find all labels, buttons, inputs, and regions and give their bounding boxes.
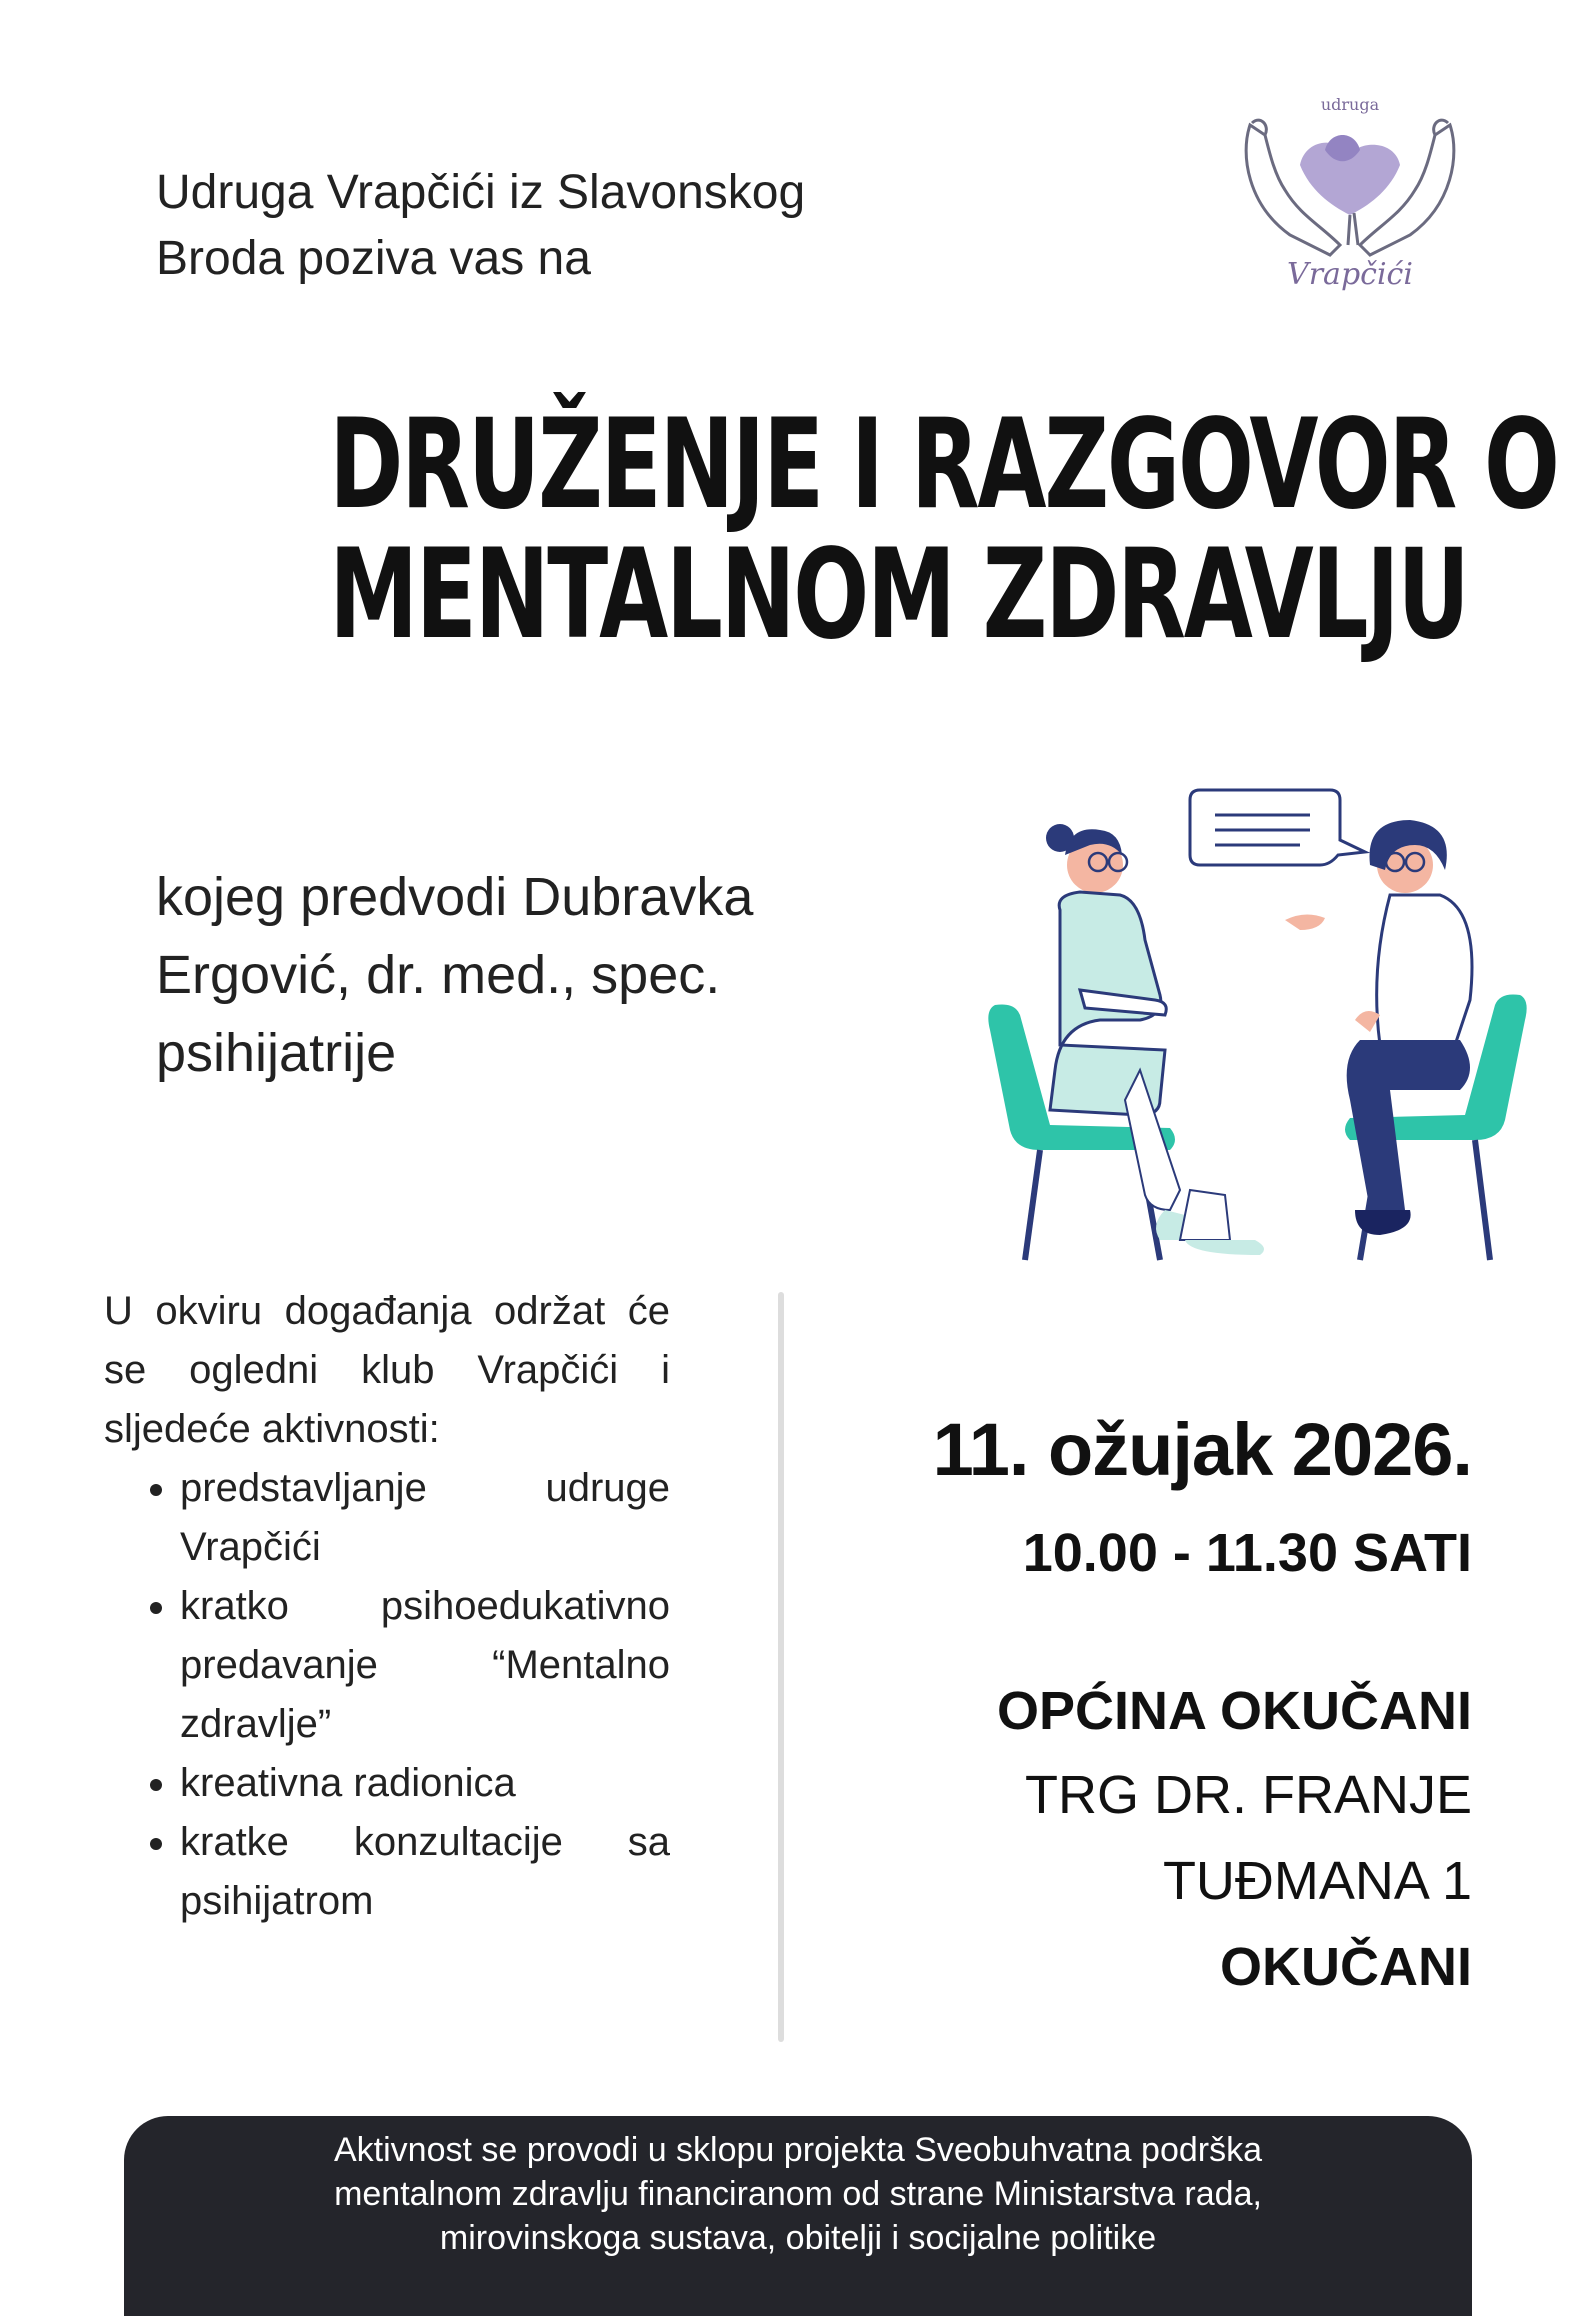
column-divider [778,1292,784,2042]
footer-line-3: mirovinskoga sustava, obitelji i socijalne politike [439,2219,1157,2257]
vrapcici-logo [1230,85,1470,315]
event-address-line-1: TRG DR. FRANJE [1024,1765,1472,1825]
logo-small-text: udruga [1320,95,1380,114]
event-date: 11. ožujak 2026. [932,1408,1472,1491]
activities-intro: U okviru događanja održat će se ogledni klub Vrapčići i sljedeće aktivnosti: [104,1289,670,1451]
event-title [329,393,1558,667]
event-details [820,1400,1472,2010]
title-line-1: DRUŽENJE I RAZGOVOR O [329,393,1558,537]
lead-line-2: Ergović, dr. med., spec. [156,945,721,1005]
doctor-patient-conversation-icon [960,770,1540,1270]
lead-line-1: kojeg predvodi Dubravka [156,867,754,927]
logo-name: Vrapčići [1287,257,1413,292]
footer-line-1: Aktivnost se provodi u sklopu projekta Sveobuhvatna podrška [334,2131,1262,2169]
lead-text [156,858,976,1092]
hands-holding-birds-icon [1230,95,1470,265]
event-time: 10.00 - 11.30 SATI [1022,1523,1472,1583]
intro-line-1: Udruga Vrapčići iz Slavonskog [156,166,806,219]
activities-section [104,1282,670,1931]
activities-list [104,1459,670,1931]
intro-text [156,160,956,292]
activity-item: • kreativna radionica [180,1754,670,1813]
lead-line-3: psihijatrije [156,1023,397,1083]
footer-line-2: mentalnom zdravlju financiranom od strane Ministarstva rada, [334,2175,1262,2213]
title-line-2: MENTALNOM ZDRAVLJU [329,523,1468,667]
intro-line-2: Broda poziva vas na [156,232,591,285]
event-venue: OPĆINA OKUČANI [996,1681,1472,1741]
activity-item: • predstavljanje udruge Vrapčići [180,1459,670,1577]
activity-item: • kratko psihoedukativno predavanje “Mentalno zdravlje” [180,1577,670,1754]
funding-footer [124,2116,1472,2316]
event-city: OKUČANI [1220,1937,1472,1997]
consultation-illustration [960,770,1540,1270]
event-address-line-2: TUĐMANA 1 [1162,1851,1472,1911]
activity-item: • kratke konzultacije sa psihijatrom [180,1813,670,1931]
